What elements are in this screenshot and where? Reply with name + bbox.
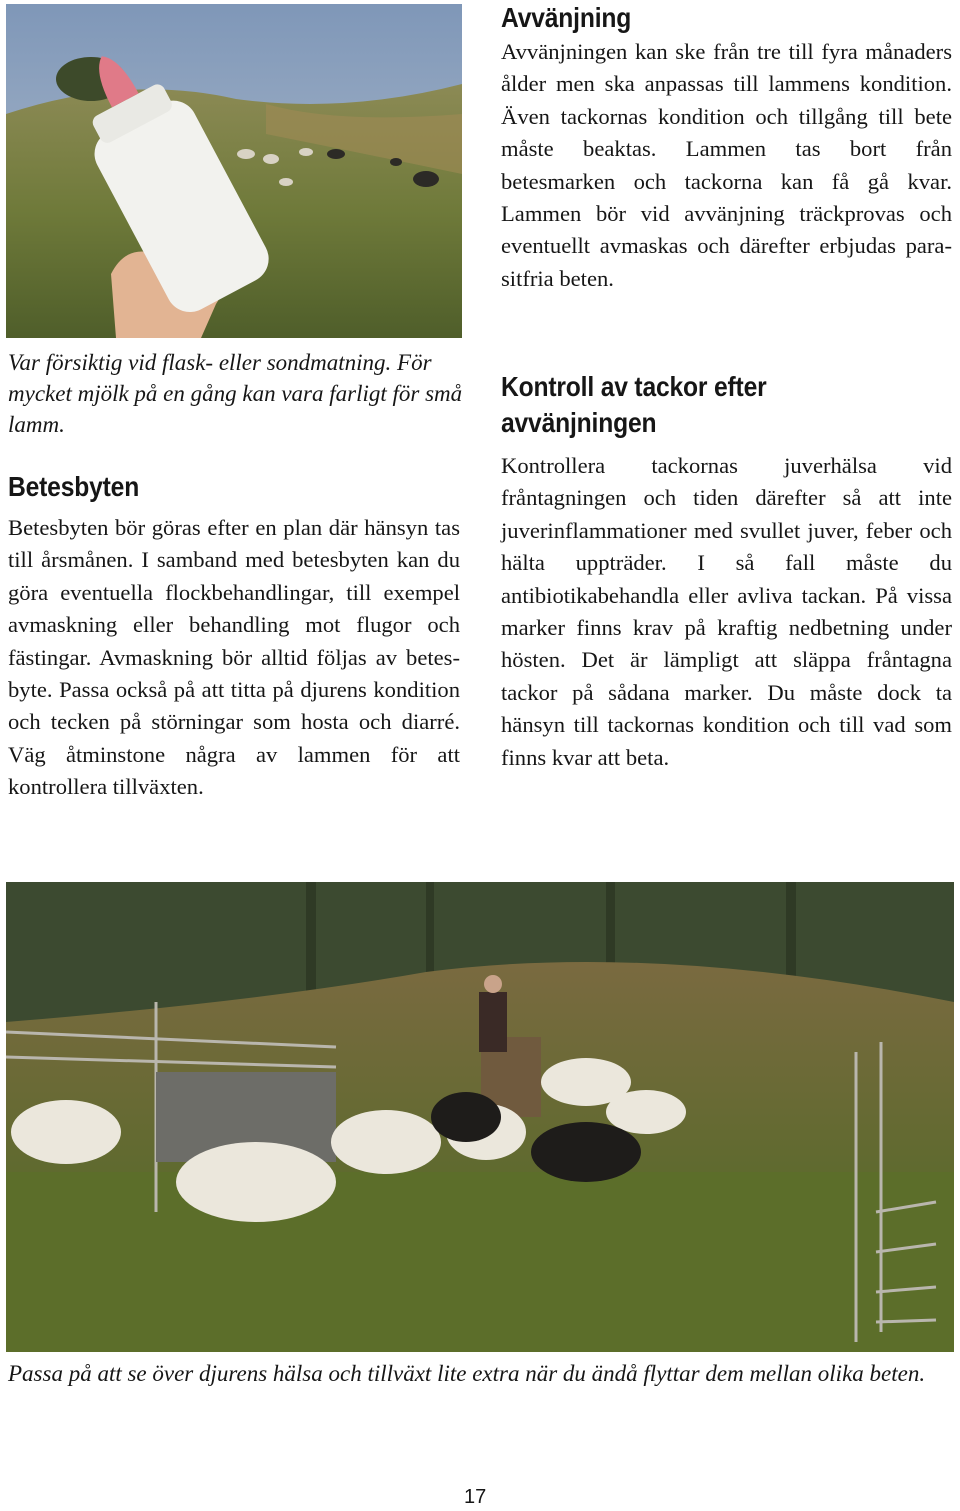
bottom-photo-caption: Passa på att se över djurens hälsa och tillväxt lite extra när du ändå flyttar dem mellan olika beten. [8, 1361, 926, 1386]
avvanjning-heading: Avvänjning [501, 2, 632, 33]
sheep-gate-photo [6, 882, 954, 1352]
betesbyten-text: Betesbyten bör göras efter en plan där hänsyn tas till årsmånen. I samband med betesbyten kan du göra eventuella flockbehandlingar, till exempel avmaskning eller behandling mot flugor och fästingar. Avmaskning bör alltid följas av betesbyte. Passa också på att titta på djurens kondition och tecken på störningar som hosta och diarré. Väg åtminstone några av lammen för att kontrollera tillväxten. [8, 515, 460, 800]
kontroll-heading: Kontroll av tackor efter avvänjningen [501, 371, 767, 438]
top-photo-caption: Var försiktig vid flask- eller sondmatning. För mycket mjölk på en gång kan vara farligt för små lamm. [8, 350, 463, 437]
page-number: 17 [464, 1486, 487, 1508]
avvanjning-text: Avvänjningen kan ske från tre till fyra månaders ålder men ska anpassas till lammens kondition. Även tackornas kondition och tillgång till bete måste beaktas. Lammen tas bort från betesmarken och tackorna kan få gå kvar. Lammen bör vid avvänjning träckprovas och eventuellt avmaskas och därefter erbjudas parasitfria beten. [501, 39, 952, 291]
kontroll-text: Kontrollera tackornas juverhälsa vid fråntagningen och tiden därefter så att inte juverinflammationer med svullet juver, feber och hälta uppträder. I så fall måste du antibiotikabehandla eller avliva tackan. På vissa marker finns krav på kraftig nedbetning under hösten. Det är lämpligt att släppa fråntagna tackor på sådana marker. Du måste dock ta hänsyn till tackornas kondition och till vad som finns kvar att beta. [501, 453, 952, 770]
lamb-bottle-photo [6, 4, 462, 338]
betesbyten-heading: Betesbyten [8, 471, 140, 502]
